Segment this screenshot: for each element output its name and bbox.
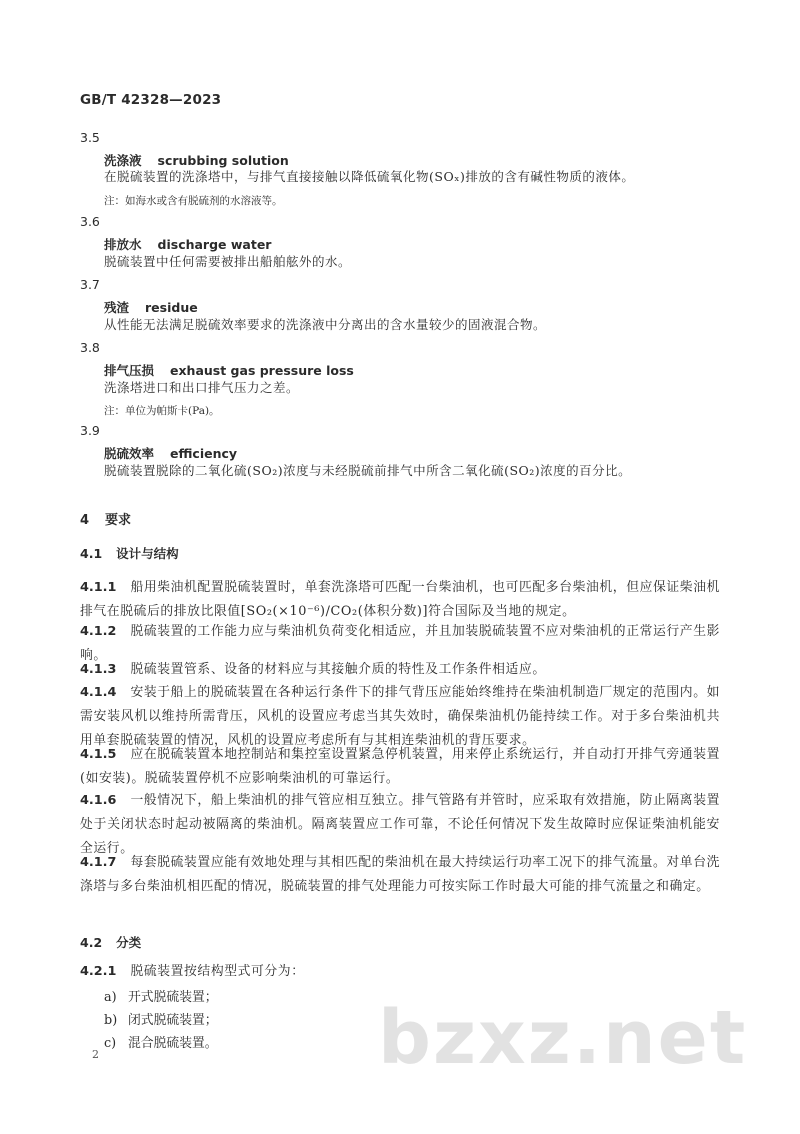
clause-number: 4.1.7 (80, 855, 117, 870)
term-en: efficiency (170, 446, 238, 461)
term-en: exhaust gas pressure loss (170, 363, 354, 378)
term-definition: 从性能无法满足脱硫效率要求的洗涤液中分离出的含水量较少的固液混合物。 (104, 317, 547, 332)
subsection-number: 4.1 (80, 546, 103, 561)
clause (80, 658, 720, 682)
clause-text: 每套脱硫装置应能有效地处理与其相匹配的柴油机在最大持续运行功率工况下的排气流量。对单台洗涤塔与多台柴油机相匹配的情况，脱硫装置的排气处理能力可按实际工作时最大可能的排气流量之和确定。 (80, 855, 720, 894)
clause (80, 576, 720, 624)
clause-number: 4.1.3 (80, 662, 117, 677)
clause-text: 安装于船上的脱硫装置在各种运行条件下的排气背压应能始终维持在柴油机制造厂规定的范围内。如需安装风机以维持所需背压，风机的设置应考虑当其失效时，确保柴油机仍能持续工作。对于多台柴油机共用单套脱硫装置的情况，风机的设置应考虑所有与其相连柴油机的背压要求。 (80, 685, 720, 748)
list-item-text: 混合脱硫装置。 (128, 1036, 218, 1051)
term-en: scrubbing solution (157, 153, 289, 168)
list-item-label: a) (104, 990, 117, 1005)
clause-text: 脱硫装置管系、设备的材料应与其接触介质的特性及工作条件相适应。 (130, 662, 546, 677)
list-item-text: 闭式脱硫装置； (128, 1013, 218, 1028)
clause-number: 4.1.4 (80, 685, 117, 700)
term-number: 3.5 (80, 130, 100, 145)
term-definition: 脱硫装置脱除的二氧化硫(SO₂)浓度与未经脱硫前排气中所含二氧化硫(SO₂)浓度的百分比。 (104, 463, 632, 478)
term-note: 注：如海水或含有脱硫剂的水溶液等。 (104, 195, 283, 207)
term-number: 3.7 (80, 277, 100, 292)
standard-code: GB/T 42328—2023 (80, 92, 222, 108)
subsection-number: 4.2 (80, 935, 103, 950)
term-cn: 排气压损 (104, 363, 155, 378)
list-item-label: b) (104, 1013, 118, 1028)
clause-text: 一般情况下，船上柴油机的排气管应相互独立。排气管路有并管时，应采取有效措施，防止隔离装置处于关闭状态时起动被隔离的柴油机。隔离装置应工作可靠，不论任何情况下发生故障时应保证柴油机能安全运行。 (80, 793, 720, 856)
clause-text: 应在脱硫装置本地控制站和集控室设置紧急停机装置，用来停止系统运行，并自动打开排气旁通装置(如安装)。脱硫装置停机不应影响柴油机的可靠运行。 (80, 747, 720, 786)
clause (80, 743, 720, 791)
list-item (104, 1032, 218, 1051)
clause-text: 脱硫装置的工作能力应与柴油机负荷变化相适应，并且加装脱硫装置不应对柴油机的正常运行产生影响。 (80, 624, 720, 663)
section-heading (80, 509, 131, 528)
clause-number: 4.1.2 (80, 624, 117, 639)
clause (80, 960, 720, 984)
term-definition: 脱硫装置中任何需要被排出船舶舷外的水。 (104, 254, 352, 269)
subsection-heading (80, 544, 179, 562)
term-number: 3.8 (80, 340, 100, 355)
page-number: 2 (92, 1048, 99, 1061)
list-item (104, 986, 218, 1005)
term-number: 3.6 (80, 214, 100, 229)
clause-number: 4.1.5 (80, 747, 117, 762)
term-cn: 残渣 (104, 300, 130, 315)
subsection-heading (80, 933, 141, 951)
term-en: discharge water (157, 237, 272, 252)
clause-number: 4.1.6 (80, 793, 117, 808)
list-item (104, 1009, 218, 1028)
term-cn: 排放水 (104, 237, 142, 252)
clause-text: 脱硫装置按结构型式可分为： (130, 964, 305, 979)
clause-number: 4.1.1 (80, 580, 117, 595)
clause-text: 船用柴油机配置脱硫装置时，单套洗涤塔可匹配一台柴油机，也可匹配多台柴油机，但应保证柴油机排气在脱硫后的排放比限值[SO₂(×10⁻⁶)/CO₂(体积分数)]符合国际及当地的规定。 (80, 580, 720, 619)
term-en: residue (145, 300, 198, 315)
watermark: bzxz.net (378, 995, 748, 1081)
term-cn: 洗涤液 (104, 153, 142, 168)
term-cn: 脱硫效率 (104, 446, 155, 461)
clause (80, 851, 720, 899)
term-number: 3.9 (80, 423, 100, 438)
list-item-label: c) (104, 1036, 117, 1051)
subsection-title: 分类 (116, 935, 142, 950)
section-number: 4 (80, 513, 90, 528)
clause-number: 4.2.1 (80, 964, 117, 979)
term-definition: 洗涤塔进口和出口排气压力之差。 (104, 380, 300, 395)
list-item-text: 开式脱硫装置； (128, 990, 218, 1005)
term-definition: 在脱硫装置的洗涤塔中，与排气直接接触以降低硫氧化物(SOₓ)排放的含有碱性物质的液体。 (104, 169, 635, 184)
section-title: 要求 (105, 513, 132, 528)
term-note: 注：单位为帕斯卡(Pa)。 (104, 405, 220, 417)
subsection-title: 设计与结构 (116, 546, 179, 561)
